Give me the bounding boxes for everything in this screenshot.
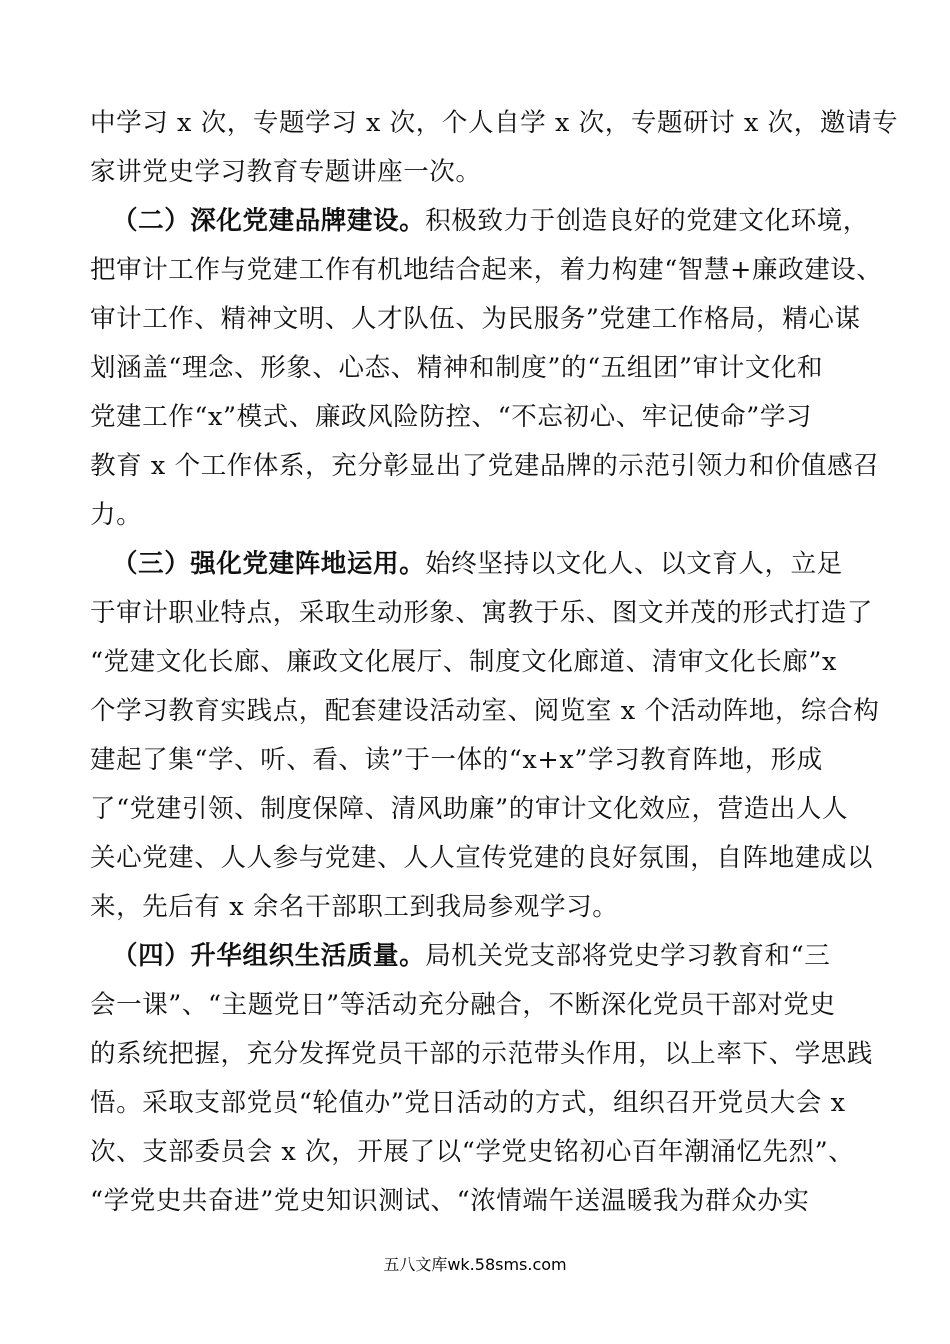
text-line: 审计工作、精神文明、人才队伍、为民服务”党建工作格局，精心谋 bbox=[90, 304, 861, 334]
text-line: 会一课”、“主题党日”等活动充分融合，不断深化党员干部对党史 bbox=[90, 990, 836, 1020]
text-line: “学党史共奋进”党史知识测试、“浓情端午送温暖我为群众办实 bbox=[90, 1186, 810, 1216]
text-line: 中学习 x 次，专题学习 x 次，个人自学 x 次，专题研讨 x 次，邀请专 bbox=[90, 108, 899, 138]
text-line: 教育 x 个工作体系，充分彰显出了党建品牌的示范引领力和价值感召 bbox=[90, 451, 880, 481]
heading-title: （二）深化党建品牌建设。 bbox=[112, 206, 426, 236]
text-line: 关心党建、人人参与党建、人人宣传党建的良好氛围，自阵地建成以 bbox=[90, 843, 874, 873]
text-line: 次、支部委员会 x 次，开展了以“学党史铭初心百年潮涌忆先烈”、 bbox=[90, 1137, 855, 1167]
heading-text: 积极致力于创造良好的党建文化环境， bbox=[425, 206, 869, 236]
text-line: 力。 bbox=[90, 500, 143, 530]
text-line: 个学习教育实践点，配套建设活动室、阅览室 x 个活动阵地，综合构 bbox=[90, 696, 880, 726]
heading-text: 局机关党支部将党史学习教育和“三 bbox=[425, 941, 831, 971]
text-line: 悟。采取支部党员“轮值办”党日活动的方式，组织召开党员大会 x bbox=[90, 1088, 846, 1118]
text-line: “党建文化长廊、廉政文化展厅、制度文化廊道、清审文化长廊”x bbox=[90, 647, 837, 677]
heading-title: （三）强化党建阵地运用。 bbox=[112, 549, 426, 579]
heading-title: （四）升华组织生活质量。 bbox=[112, 941, 426, 971]
text-line: 了“党建引领、制度保障、清风助廉”的审计文化效应，营造出人人 bbox=[90, 794, 849, 824]
text-line: 于审计职业特点，采取生动形象、寓教于乐、图文并茂的形式打造了 bbox=[90, 598, 874, 628]
text-line: 划涵盖“理念、形象、心态、精神和制度”的“五组团”审计文化和 bbox=[90, 353, 824, 383]
text-line: 建起了集“学、听、看、读”于一体的“x+x”学习教育阵地，形成 bbox=[90, 745, 823, 775]
footer-watermark: 五八文库wk.58sms.com bbox=[383, 1255, 567, 1274]
text-line: 家讲党史学习教育专题讲座一次。 bbox=[90, 157, 482, 187]
heading-text: 始终坚持以文化人、以文育人，立足 bbox=[425, 549, 843, 579]
text-line: 来，先后有 x 余名干部职工到我局参观学习。 bbox=[90, 892, 619, 922]
section-heading-3 bbox=[112, 544, 950, 584]
text-line: 党建工作“x”模式、廉政风险防控、“不忘初心、牢记使命”学习 bbox=[90, 402, 813, 432]
section-heading-2 bbox=[112, 201, 950, 241]
text-line: 把审计工作与党建工作有机地结合起来，着力构建“智慧+廉政建设、 bbox=[90, 255, 883, 285]
section-heading-4 bbox=[112, 936, 950, 976]
text-line: 的系统把握，充分发挥党员干部的示范带头作用，以上率下、学思践 bbox=[90, 1039, 874, 1069]
